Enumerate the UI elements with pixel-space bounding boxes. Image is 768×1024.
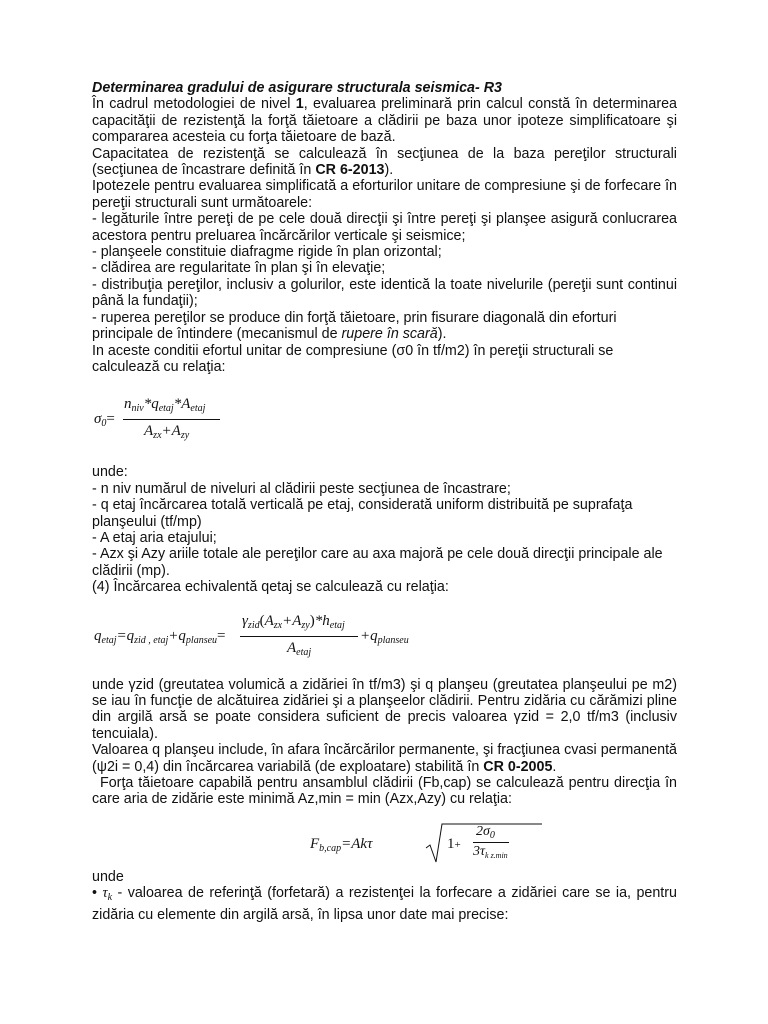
bold-norm: CR 0-2005 bbox=[483, 758, 553, 775]
bullet-item: - clădirea are regularitate în plan şi în elevaţie; bbox=[92, 260, 386, 277]
fraction-bar bbox=[240, 636, 358, 637]
formula-lhs: $\sigma_0=$ bbox=[94, 411, 115, 430]
formula-lhs: $F_{b,cap}=Ak\tau$ bbox=[310, 835, 373, 854]
paragraph-qplanseu bbox=[92, 742, 677, 775]
definition-item: - q etaj încărcarea totală verticală pe etaj, considerată uniform distribuită pe suprafaţa planşeului (tf/mp) bbox=[92, 497, 633, 530]
text: - valoarea de referinţă (forfetară) a rezistenţei la forfecare a zidăriei care se ia, pentru zidăria cu elemente din argilă arsă, în lipsa unor date mai precise: bbox=[92, 885, 677, 923]
bullet-item bbox=[92, 310, 677, 343]
bold-level: 1 bbox=[295, 96, 304, 113]
formula-radicand-one: 1+ bbox=[447, 835, 461, 852]
fraction-bar bbox=[473, 842, 509, 843]
definition-item: - Azx şi Azy ariile totale ale pereţilor care au axa majoră pe cele două direcţii principale ale clădirii (mp). bbox=[92, 546, 663, 579]
fraction-bar bbox=[123, 419, 220, 420]
formula-lhs: $q_{etaj}=q_{zid , etaj}+q_{planseu}=$ bbox=[94, 627, 226, 646]
formula-sigma0 bbox=[92, 394, 677, 448]
unde-label: unde bbox=[92, 868, 124, 885]
formula-tail: $+q_{planseu}$ bbox=[360, 627, 409, 646]
formula-qetaj bbox=[92, 611, 677, 663]
formula-denominator: $3\tau_{k z.min}$ bbox=[473, 843, 508, 860]
formula-numerator: $2\sigma_0$ bbox=[476, 823, 495, 841]
formula-denominator: $A_{zx}+A_{zy}$ bbox=[144, 423, 190, 442]
formula-fbcap bbox=[92, 818, 677, 868]
tau-subscript: k bbox=[107, 892, 113, 904]
paragraph-capacity bbox=[92, 146, 677, 179]
tau-symbol: τ bbox=[102, 885, 108, 902]
text: , evaluarea preliminară prin calcul constă în determinarea capacităţii de rezistenţă la forţă tăietoare a clădirii pe baza unor ipoteze simplificatoare şi compararea acesteia cu forţa tăietoare de bază. bbox=[92, 96, 677, 146]
definition-item: - A etaj aria etajului; bbox=[92, 529, 217, 546]
text: . bbox=[552, 758, 557, 775]
paragraph-hypotheses: Ipotezele pentru evaluarea simplificată a eforturilor unitare de compresiune şi de forfecare în pereţii structurali sunt următoarele: bbox=[92, 178, 677, 211]
paragraph-gamma: unde γzid (greutatea volumică a zidăriei în tf/m3) şi q planşeu (greutatea planşeului pe m2) se iau în funcţie de alcătuirea zidăriei şi a planşeelor clădirii. Pentru zidăria cu cărămizi pline din argilă arsă se poate considera suficient de precis valoarea γzid = 2,0 tf/m3 (inclusiv tencuiala). bbox=[92, 676, 677, 742]
bold-norm: CR 6-2013 bbox=[315, 162, 385, 179]
italic-term: rupere în scară bbox=[341, 326, 438, 343]
formula-denominator: $A_{etaj}$ bbox=[287, 639, 312, 658]
text: ). bbox=[437, 326, 447, 343]
bullet-icon: • bbox=[92, 885, 98, 902]
bullet-item: - legăturile între pereţi de pe cele două direcţii şi între pereţi şi planşee asigură conlucrarea acestora pentru preluarea încărcărilor verticale şi seismice; bbox=[92, 211, 677, 244]
text: Valoarea q planşeu include, în afara încărcărilor permanente, şi fracţiunea cvasi permanentă (ψ2i = 0,4) din încărcarea variabilă (de exploatare) stabilită în bbox=[92, 742, 677, 775]
document-page bbox=[92, 80, 677, 923]
text: Capacitatea de rezistenţă se calculează în secţiunea de la baza pereţilor structurali (secţiunea de încastrare definită în bbox=[92, 145, 677, 179]
formula-numerator: $n_{niv}*q_{etaj}*A_{etaj}$ bbox=[124, 396, 206, 415]
bullet-tau bbox=[92, 885, 677, 923]
document-title: Determinarea gradului de asigurare structurala seismica- R3 bbox=[92, 80, 503, 96]
definition-item: - n niv numărul de niveluri al clădirii peste secţiunea de încastrare; bbox=[92, 480, 511, 497]
text: - ruperea pereţilor se produce din forţă tăietoare, prin fisurare diagonală din eforturi principale de întindere (mecanismul de bbox=[92, 309, 617, 343]
paragraph-methodology bbox=[92, 96, 677, 145]
text: ). bbox=[384, 162, 394, 179]
formula-numerator: $\gamma_{zid}(A_{zx}+A_{zy})*h_{etaj}$ bbox=[242, 612, 345, 631]
unde-label: unde: bbox=[92, 464, 128, 481]
bullet-item: - planşeele constituie diafragme rigide în plan orizontal; bbox=[92, 244, 442, 261]
paragraph-compression: In aceste conditii efortul unitar de compresiune (σ0 în tf/m2) în pereţii structurali se calculează cu relaţia: bbox=[92, 342, 614, 375]
bullet-item: - distribuţia pereţilor, inclusiv a golurilor, este identică la toate nivelurile (pereţii sunt continui până la fundaţii); bbox=[92, 276, 677, 310]
text: În cadrul metodologiei de nivel bbox=[92, 96, 296, 113]
paragraph-equivalent-load: (4) Încărcarea echivalentă qetaj se calculează cu relaţia: bbox=[92, 579, 449, 596]
paragraph-shear-force: Forţa tăietoare capabilă pentru ansamblul clădirii (Fb,cap) se calculează pentru direcţia în care aria de zidărie este minimă Az,min = min (Azx,Azy) cu relaţia: bbox=[92, 775, 677, 808]
